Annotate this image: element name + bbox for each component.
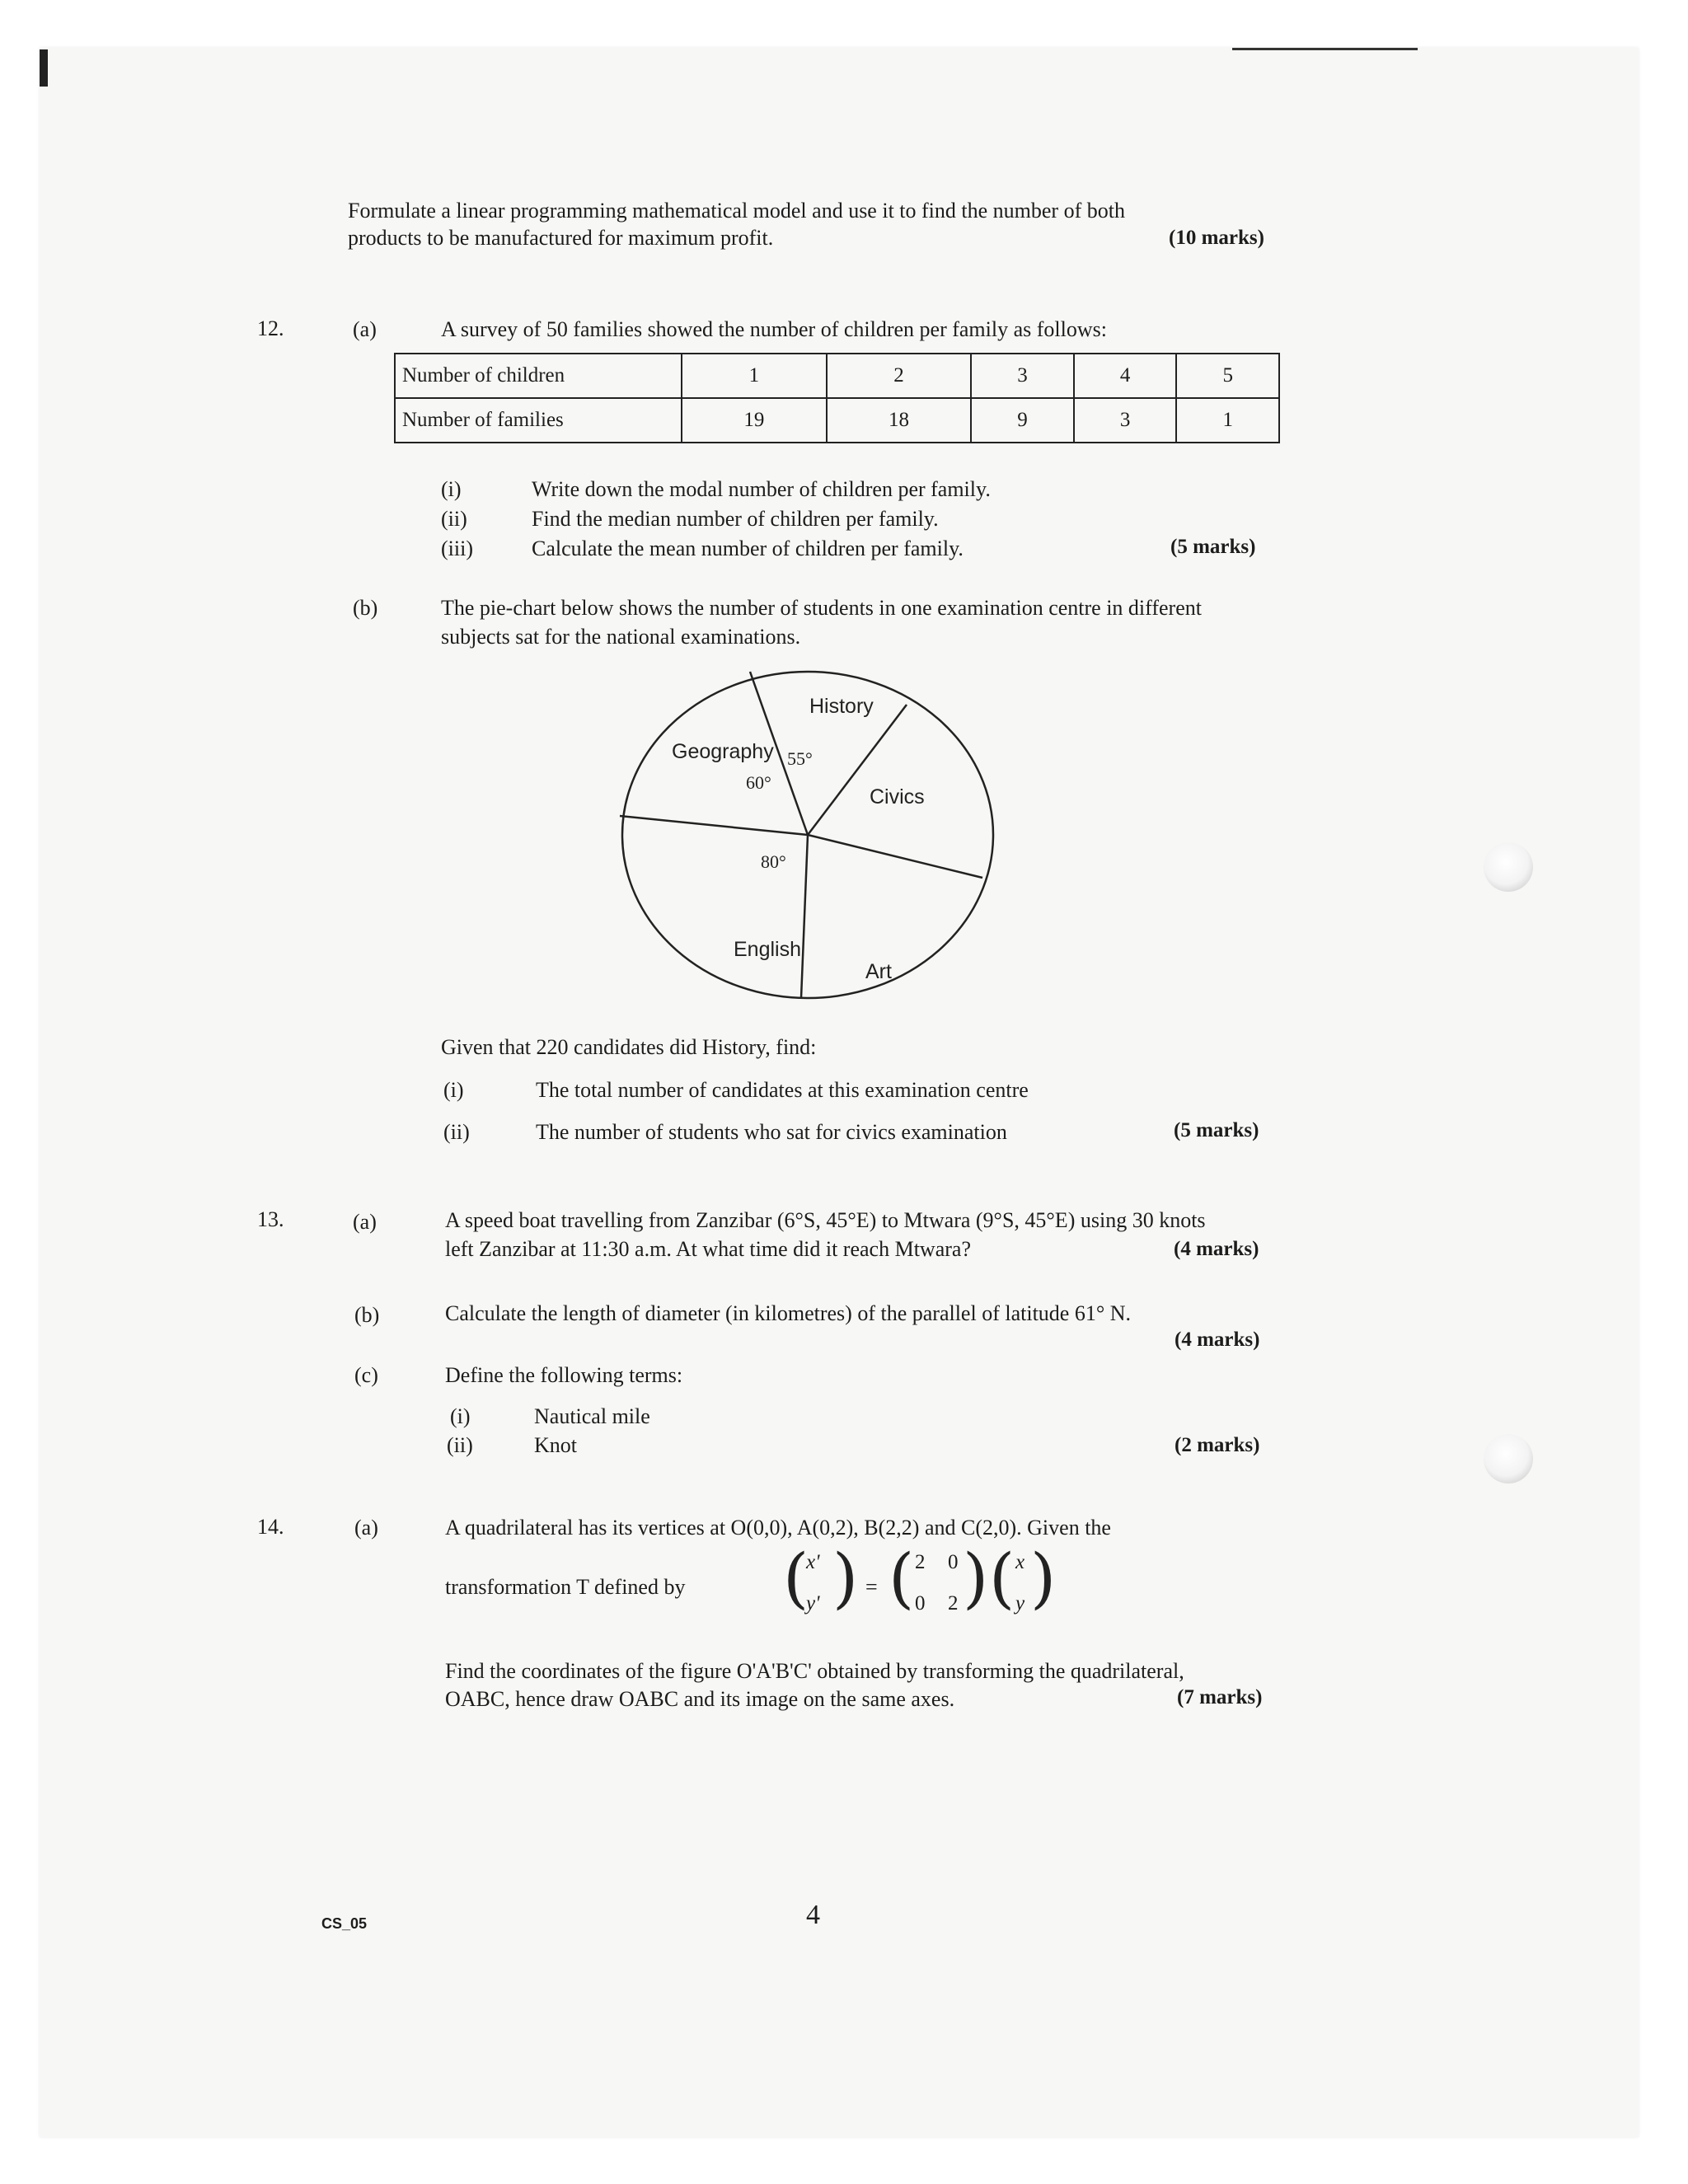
question-12b-line-2: subjects sat for the national examinations.: [441, 625, 801, 649]
question-14a-label: (a): [354, 1516, 378, 1540]
table-cell: 1: [682, 354, 827, 398]
pie-sector-line: [808, 705, 907, 835]
question-14-number: 14.: [257, 1515, 284, 1539]
question-12b-ii-text: The number of students who sat for civics examination: [536, 1120, 1007, 1144]
intro-line-2: products to be manufactured for maximum profit.: [348, 226, 774, 250]
question-12a-ii-label: (ii): [441, 507, 467, 531]
question-13a-line-2: left Zanzibar at 11:30 a.m. At what time did it reach Mtwara?: [445, 1237, 971, 1261]
pie-slice-angle: 55°: [787, 748, 813, 769]
matrix-cell: 2: [915, 1551, 926, 1573]
matrix-cell: 2: [948, 1592, 959, 1615]
intro-marks: (10 marks): [1169, 227, 1264, 249]
matrix-bracket-right: ): [832, 1540, 859, 1616]
matrix-bracket-left: (: [783, 1540, 809, 1616]
question-13b-marks: (4 marks): [1175, 1329, 1260, 1351]
question-12b-label: (b): [353, 596, 378, 620]
table-cell: 3: [971, 354, 1074, 398]
question-12a-label: (a): [353, 317, 377, 341]
question-12-number: 12.: [257, 316, 284, 340]
question-13c-i-text: Nautical mile: [534, 1404, 650, 1428]
question-12b-line-1: The pie-chart below shows the number of students in one examination centre in different: [441, 596, 1202, 620]
punch-hole-lower: [1484, 1434, 1533, 1483]
question-12a-iii-text: Calculate the mean number of children per family.: [532, 537, 964, 560]
question-13c-i-label: (i): [450, 1404, 471, 1428]
question-13a-marks: (4 marks): [1174, 1238, 1259, 1260]
pie-slice-label: Geography: [672, 740, 774, 763]
question-12b-given: Given that 220 candidates did History, find:: [441, 1035, 817, 1059]
matrix-cell: 0: [948, 1551, 959, 1573]
footer-code: CS_05: [321, 1915, 368, 1932]
question-14a-line-2: transformation T defined by: [445, 1575, 686, 1599]
pie-slice-label: Civics: [870, 785, 925, 808]
table-cell: 18: [827, 398, 972, 443]
matrix-cell: 0: [915, 1592, 926, 1615]
question-14a-marks: (7 marks): [1177, 1686, 1263, 1708]
pie-sector-line: [801, 835, 808, 998]
table-row: [395, 354, 1279, 398]
question-14a-line-1: A quadrilateral has its vertices at O(0,0), A(0,2), B(2,2) and C(2,0). Given the: [445, 1516, 1111, 1540]
question-13c-ii-text: Knot: [534, 1433, 577, 1457]
rhs-bottom: y: [1015, 1592, 1025, 1615]
question-14a-line-3: Find the coordinates of the figure O'A'B'C' obtained by transforming the quadrilateral,: [445, 1659, 1184, 1683]
question-12a-ii-text: Find the median number of children per family.: [532, 507, 939, 531]
question-13c-marks: (2 marks): [1175, 1434, 1260, 1456]
question-14a-line-4: OABC, hence draw OABC and its image on the same axes.: [445, 1687, 955, 1711]
matrix-bracket-left: (: [889, 1540, 915, 1616]
subjects-pie-chart: [610, 655, 1006, 1014]
scan-top-rule: [1232, 48, 1418, 50]
question-12a-i-label: (i): [441, 477, 462, 501]
question-12b-ii-label: (ii): [443, 1120, 470, 1144]
pie-slice-label: History: [809, 695, 874, 718]
matrix-bracket-left: (: [989, 1540, 1015, 1616]
scan-edge-mark: [40, 49, 48, 87]
punch-hole-upper: [1484, 842, 1533, 892]
table-row-header: Number of families: [395, 398, 682, 443]
question-12a-text: A survey of 50 families showed the number of children per family as follows:: [441, 317, 1107, 341]
question-12b-marks: (5 marks): [1174, 1119, 1259, 1141]
table-cell: 19: [682, 398, 827, 443]
pie-slice-angle: 60°: [746, 772, 771, 793]
matrix-bracket-right: ): [1030, 1540, 1057, 1616]
rhs-top: x: [1015, 1551, 1025, 1573]
question-13b-line-1: Calculate the length of diameter (in kilometres) of the parallel of latitude 61° N.: [445, 1301, 1131, 1325]
table-row: [395, 398, 1279, 443]
question-13a-label: (a): [353, 1210, 377, 1234]
pie-slice-label: Art: [865, 960, 892, 983]
question-12a-i-text: Write down the modal number of children per family.: [532, 477, 991, 501]
equals-sign: =: [865, 1575, 878, 1599]
question-12a-iii-label: (iii): [441, 537, 473, 560]
table-cell: 4: [1074, 354, 1177, 398]
lhs-bottom: y': [806, 1592, 820, 1615]
intro-line-1: Formulate a linear programming mathematical model and use it to find the number of both: [348, 199, 1125, 223]
table-cell: 2: [827, 354, 972, 398]
question-12a-marks: (5 marks): [1170, 536, 1256, 558]
pie-slice-label: English: [734, 938, 801, 961]
table-cell: 5: [1176, 354, 1279, 398]
page-number: 4: [806, 1900, 820, 1930]
pie-slice-angle: 80°: [761, 851, 786, 872]
question-12b-i-text: The total number of candidates at this examination centre: [536, 1078, 1029, 1102]
pie-sector-line: [620, 816, 808, 835]
table-cell: 9: [971, 398, 1074, 443]
children-per-family-table: [394, 353, 1280, 443]
question-13c-ii-label: (ii): [447, 1433, 473, 1457]
table-row-header: Number of children: [395, 354, 682, 398]
question-13c-text: Define the following terms:: [445, 1363, 683, 1387]
lhs-top: x': [806, 1551, 820, 1573]
pie-labels: [672, 695, 925, 983]
table-cell: 1: [1176, 398, 1279, 443]
question-13-number: 13.: [257, 1207, 284, 1231]
question-13a-line-1: A speed boat travelling from Zanzibar (6°S, 45°E) to Mtwara (9°S, 45°E) using 30 knots: [445, 1208, 1206, 1232]
question-12b-i-label: (i): [443, 1078, 464, 1102]
table-cell: 3: [1074, 398, 1177, 443]
question-13c-label: (c): [354, 1363, 378, 1387]
matrix-bracket-right: ): [963, 1540, 989, 1616]
question-13b-label: (b): [354, 1303, 380, 1327]
pie-sector-line: [808, 835, 982, 878]
